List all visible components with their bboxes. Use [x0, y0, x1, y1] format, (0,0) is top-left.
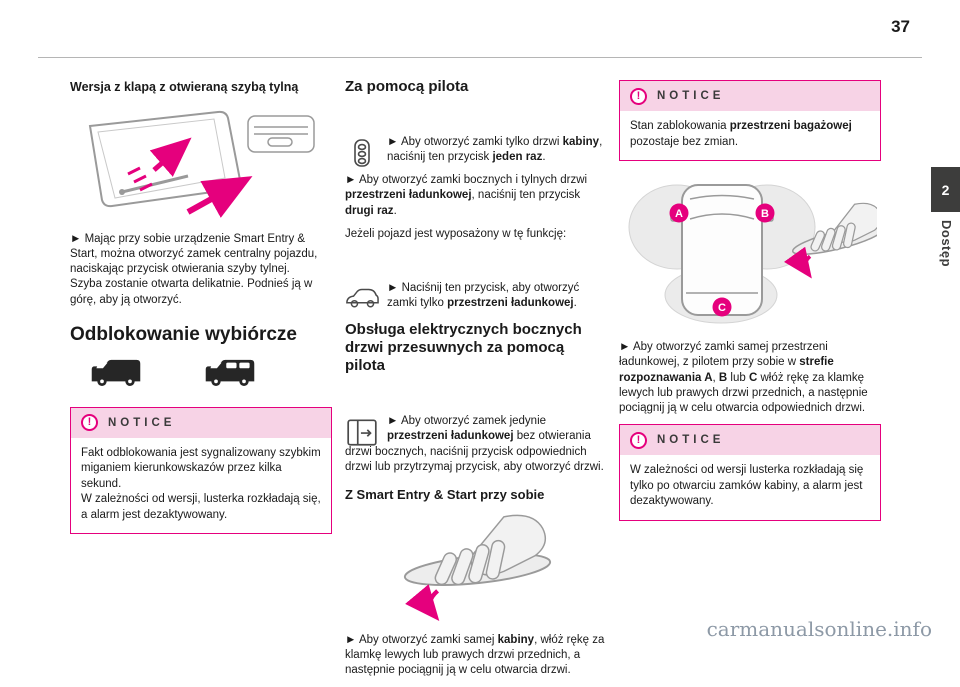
item-sliding-door — [345, 383, 607, 475]
hand-on-handle-illustration — [385, 511, 607, 623]
column-right — [619, 80, 881, 521]
item-remote-cab — [345, 104, 607, 165]
notice-body: W zależności od wersji lusterka rozkładają się tylko po otwarciu zamków kabiny, a alarm jest dezaktywowany. — [630, 464, 864, 508]
heading-with-remote: Za pomocą pilota — [345, 78, 469, 95]
heading-tailgate-window: Wersja z klapą z otwieraną szybą tylną — [70, 80, 299, 94]
item-remote-cab-text: ► Aby otworzyć zamki tylko drzwi kabiny, naciśnij ten przycisk jeden raz. — [387, 135, 603, 163]
cargo-van-icon — [88, 356, 144, 393]
zone-b-label: B — [761, 208, 769, 221]
passenger-van-icon — [202, 356, 258, 393]
notice-body: Fakt odblokowania jest sygnalizowany szybkim miganiem kierunkowskazów przez kilka sekund. W zależności od wersji, lusterka rozkładają się, a alarm jest dezaktywowany. — [81, 446, 321, 521]
column-left — [70, 80, 332, 534]
heading-smart-entry: Z Smart Entry & Start przy sobie — [345, 487, 545, 503]
heading-electric-sliding-doors: Obsługa elektrycznych bocznych drzwi przesuwnych za pomocą pilota — [345, 321, 582, 375]
paragraph-zones: ► Aby otworzyć zamki samej przestrzeni ładunkowej, z pilotem przy sobie w strefie rozpoznawania A, B lub C włóż rękę za klamkę lewych lub prawych drzwi przednich, a następnie pociągnij ją w celu otwarcia odpowiednich drzwi. — [619, 341, 868, 415]
remote-key-icon — [345, 120, 379, 154]
paragraph-tailgate: ► Mając przy sobie urządzenie Smart Entry & Start, można otworzyć zamek centralny pojazdu, naciskając przycisk otwierania szyby tylnej. Szyba zostanie otwarta delikatnie. Podnieś ją w górę, aby ją otworzyć. — [70, 232, 318, 306]
zone-a-label: A — [675, 208, 683, 221]
notice-title: NOTICE — [108, 416, 176, 429]
notice-title: NOTICE — [657, 90, 725, 102]
vehicle-side-icon — [345, 267, 379, 301]
recognition-zones-illustration — [619, 175, 881, 330]
chapter-tab-label: Dostęp — [939, 220, 954, 268]
item-sliding-door-text: ► Aby otworzyć zamek jedynie przestrzeni ładunkowej bez otwierania drzwi bocznych, naciśnij przycisk odpowiednich drzwi lub przytrzymaj przycisk, aby otworzyć drzwi. — [345, 414, 604, 473]
page-number: 37 — [891, 17, 910, 36]
heading-selective-unlocking: Odblokowanie wybiórcze — [70, 324, 297, 346]
notice-body: Stan zablokowania przestrzeni bagażowej pozostaje bez zmian. — [630, 120, 852, 148]
warning-icon: ! — [81, 414, 98, 431]
item-smart-entry: ► Aby otworzyć zamki samej kabiny, włóż rękę za klamkę lewych lub prawych drzwi przednich, a następnie pociągnij ją w celu otwarcia drzwi. — [345, 633, 605, 677]
sliding-door-icon — [345, 400, 379, 434]
chapter-tab-number: 2 — [931, 167, 960, 212]
watermark: carmanualsonline.info — [706, 617, 932, 641]
notice-header — [71, 408, 331, 438]
item-remote-load: ► Aby otworzyć zamki bocznych i tylnych drzwi przestrzeni ładunkowej, naciśnij ten przycisk drugi raz. — [345, 174, 588, 217]
top-divider — [38, 57, 922, 58]
notice-header — [620, 81, 880, 111]
warning-icon: ! — [630, 88, 647, 105]
warning-icon: ! — [630, 432, 647, 449]
notice-header — [620, 425, 880, 455]
item-if-equipped: Jeżeli pojazd jest wyposażony w tę funkcję: — [345, 227, 567, 240]
item-load-only-text: ► Naciśnij ten przycisk, aby otworzyć zamki tylko przestrzeni ładunkowej. — [387, 281, 580, 310]
zone-c-label: C — [718, 302, 726, 315]
column-middle — [345, 76, 607, 687]
notice-title: NOTICE — [657, 434, 725, 447]
notice-box-boot — [619, 80, 881, 161]
van-silhouettes — [88, 356, 332, 393]
notice-box-unlocking — [70, 407, 332, 535]
notice-box-mirrors — [619, 424, 881, 521]
item-load-only — [345, 250, 607, 311]
tailgate-window-illustration — [70, 104, 332, 222]
